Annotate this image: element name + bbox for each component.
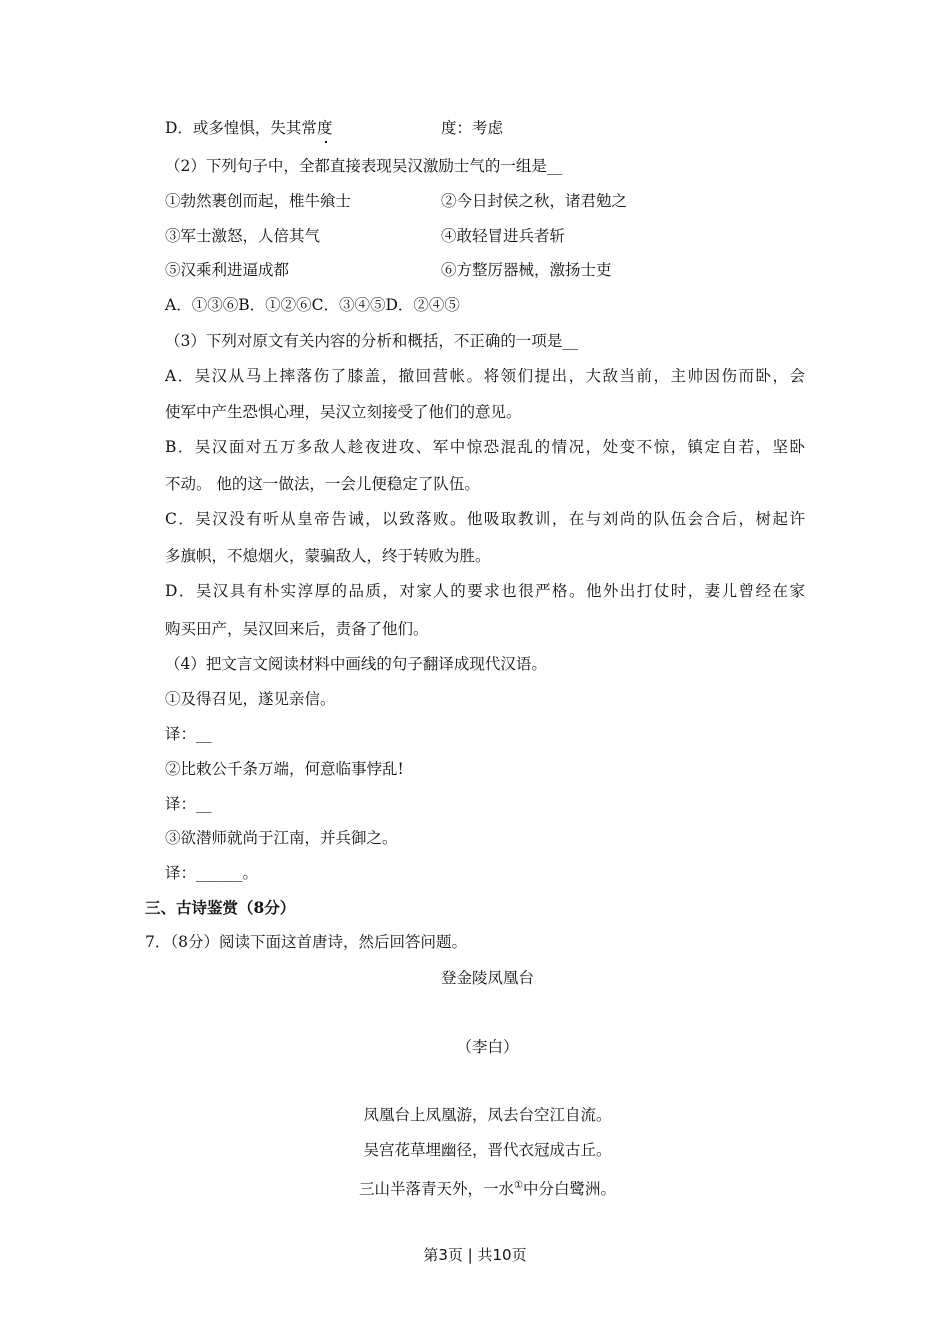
footnote-marker: ① (514, 1180, 523, 1191)
q4-line: ①及得召见，遂见亲信。 (165, 690, 336, 708)
verse-text: 三山半落青天外，一水 (359, 1180, 515, 1199)
poem-verse: 吴宫花草埋幽径，晋代衣冠成古丘。 (363, 1141, 612, 1159)
q4-answer: 译：__ (165, 795, 212, 813)
section-heading: 三、古诗鉴赏（8分） (145, 898, 296, 917)
poem-title: 登金陵凤凰台 (440, 969, 534, 987)
q2-item: ⑤汉乘利进逼成都 (165, 261, 290, 279)
q4-answer: 译：______。 (165, 864, 259, 882)
q3-line: 使军中产生恐惧心理，吴汉立刻接受了他们的意见。 (165, 403, 522, 421)
q4-line: ③欲潜师就尚于江南，并兵御之。 (165, 829, 398, 847)
dotted-char: 度 (316, 119, 333, 137)
q2-item: ④敢轻冒进兵者斩 (441, 227, 566, 245)
q3-line: D．吴汉具有朴实淳厚的品质，对家人的要求也很严格。他外出打仗时，妻儿曾经在家 (165, 582, 805, 600)
q4-answer: 译：__ (165, 725, 212, 743)
q4-prompt: （4）把文言文阅读材料中画线的句子翻译成现代汉语。 (165, 655, 547, 673)
q2-prompt: （2）下列句子中，全都直接表现吴汉激励士气的一组是__ (165, 157, 563, 175)
q2-row (165, 260, 612, 280)
option-text: D．或多惶惧，失其常 (165, 119, 317, 137)
q2-item: ⑥方整厉器械，激扬士吏 (441, 261, 612, 279)
gloss: 度：考虑 (441, 119, 504, 137)
q2-item: ①勃然裹创而起，椎牛飨士 (165, 192, 352, 210)
q7-prompt: 7．（8分）阅读下面这首唐诗，然后回答问题。 (145, 933, 467, 951)
q2-item: ③军士激怒，人倍其气 (165, 227, 321, 245)
q3-line: A．吴汉从马上摔落伤了膝盖，撤回营帐。将领们提出，大敌当前，主帅因伤而卧，会 (165, 367, 805, 385)
q4-line: ②比敕公千条万端，何意临事悖乱! (165, 760, 404, 778)
q2-options: A．①③⑥B．①②⑥C．③④⑤D．②④⑤ (165, 296, 460, 314)
q3-line: C．吴汉没有听从皇帝告诫，以致落败。他吸取教训，在与刘尚的队伍会合后，树起许 (165, 510, 805, 528)
q3-line: 购买田产，吴汉回来后，责备了他们。 (165, 620, 429, 638)
poem-verse: 凤凰台上凤凰游，凤去台空江自流。 (363, 1106, 612, 1124)
verse-text: 中分白鹭洲。 (522, 1180, 616, 1199)
page-footer: 第3页 | 共10页 (423, 1246, 527, 1264)
q3-prompt: （3）下列对原文有关内容的分析和概括，不正确的一项是__ (165, 332, 578, 350)
q1-option-d (165, 118, 504, 138)
poem-verse (0, 1176, 950, 1199)
q2-row (165, 191, 628, 211)
poem-author: （李白） (456, 1038, 519, 1056)
q3-line: 多旗帜，不熄烟火，蒙骗敌人，终于转败为胜。 (165, 547, 491, 565)
q3-line: 不动。 他的这一做法，一会儿便稳定了队伍。 (165, 475, 480, 493)
q2-item: ②今日封侯之秋，诸君勉之 (441, 192, 628, 210)
q2-row (165, 226, 566, 246)
q3-line: B．吴汉面对五万多敌人趁夜进攻、军中惊恐混乱的情况，处变不惊，镇定自若，坚卧 (165, 438, 805, 456)
